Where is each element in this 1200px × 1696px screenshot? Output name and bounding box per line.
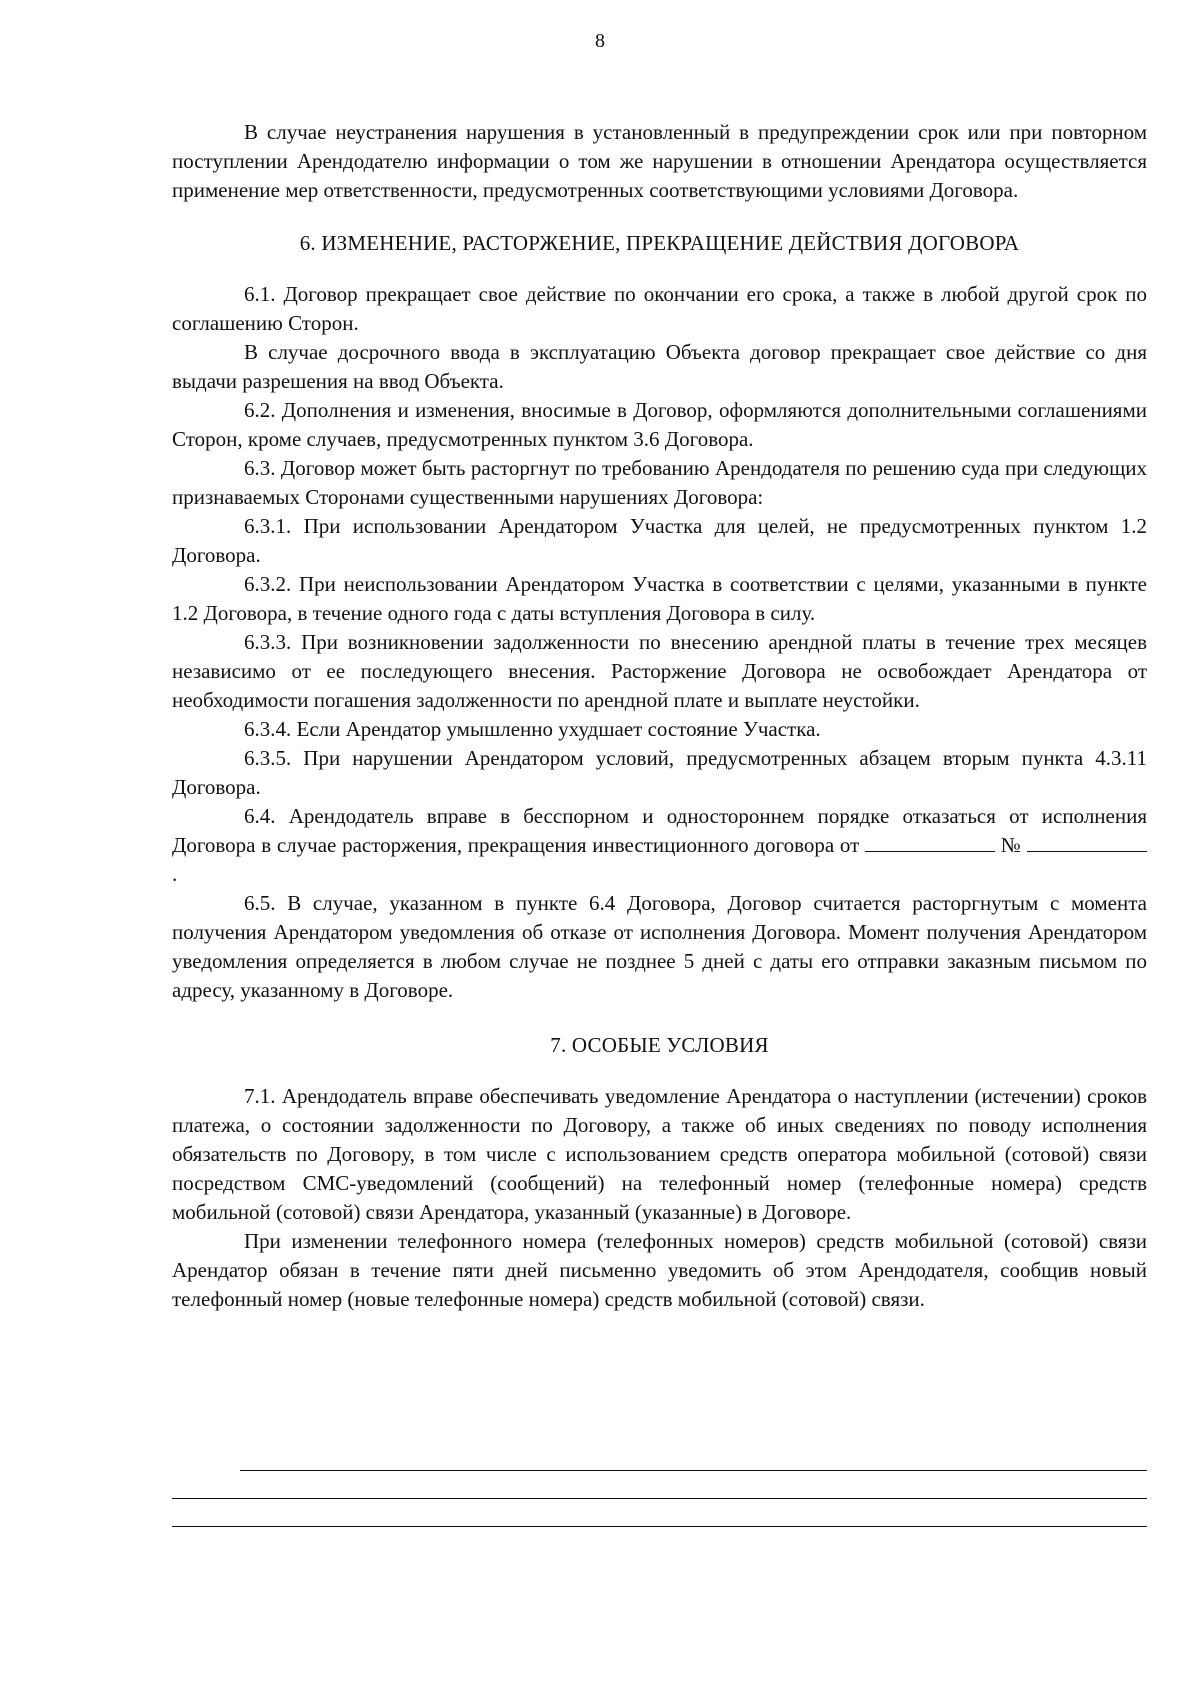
blank-line bbox=[172, 1526, 1147, 1527]
clause-6-4-text: 6.4. Арендодатель вправе в бесспорном и одностороннем порядке отказаться от исполнения Договора в случае расторжения, прекращения инвестиционного договора от bbox=[172, 804, 1147, 857]
page-number: 8 bbox=[595, 30, 605, 52]
blank-line bbox=[172, 1498, 1147, 1499]
clause-6-3: 6.3. Договор может быть расторгнут по требованию Арендодателя по решению суда при следующих признаваемых Сторонами существенными нарушениях Договора: bbox=[172, 456, 1147, 509]
clause-6-3-1: 6.3.1. При использовании Арендатором Участка для целей, не предусмотренных пунктом 1.2 Договора. bbox=[172, 514, 1147, 567]
clause-6-3-5: 6.3.5. При нарушении Арендатором условий, предусмотренных абзацем вторым пункта 4.3.11 Договора. bbox=[172, 746, 1147, 799]
intro-paragraph: В случае неустранения нарушения в установленный в предупреждении срок или при повторном поступлении Арендодателю информации о том же нарушении в отношении Арендатора осуществляется применение мер ответственности, предусмотренных соответствующими условиями Договора. bbox=[172, 120, 1147, 202]
clause-7-1-phone-change: При изменении телефонного номера (телефонных номеров) средств мобильной (сотовой) связи Арендатор обязан в течение пяти дней письменно уведомить об этом Арендодателя, сообщив новый телефонный номер (новые телефонные номера) средств мобильной (сотовой) связи. bbox=[172, 1229, 1147, 1311]
clause-6-3-4: 6.3.4. Если Арендатор умышленно ухудшает состояние Участка. bbox=[244, 717, 821, 741]
blank-lines bbox=[172, 1470, 1147, 1527]
clause-6-3-3: 6.3.3. При возникновении задолженности по внесению арендной платы в течение трех месяцев независимо от ее последующего внесения. Расторжение Договора не освобождает Арендатора от необходимости погашения задолженности по арендной плате и выплате неустойки. bbox=[172, 630, 1147, 712]
blank-line bbox=[240, 1470, 1147, 1471]
clause-6-4 bbox=[172, 802, 1147, 889]
clause-6-1-early-termination: В случае досрочного ввода в эксплуатацию Объекта договор прекращает свое действие со дня выдачи разрешения на ввод Объекта. bbox=[172, 340, 1147, 393]
clause-6-4-end: . bbox=[172, 862, 178, 886]
clause-6-3-2: 6.3.2. При неиспользовании Арендатором Участка в соответствии с целями, указанными в пункте 1.2 Договора, в течение одного года с даты вступления Договора в силу. bbox=[172, 572, 1147, 625]
clause-6-2: 6.2. Дополнения и изменения, вносимые в Договор, оформляются дополнительными соглашениями Сторон, кроме случаев, предусмотренных пунктом 3.6 Договора. bbox=[172, 398, 1147, 451]
date-blank bbox=[865, 831, 995, 852]
number-blank bbox=[1027, 831, 1147, 852]
section-6-heading: 6. ИЗМЕНЕНИЕ, РАСТОРЖЕНИЕ, ПРЕКРАЩЕНИЕ ДЕЙСТВИЯ ДОГОВОРА bbox=[299, 231, 1020, 255]
clause-6-5: 6.5. В случае, указанном в пункте 6.4 Договора, Договор считается расторгнутым с момента получения Арендатором уведомления об отказе от исполнения Договора. Момент получения Арендатором уведомления определяется в любом случае не позднее 5 дней с даты его отправки заказным письмом по адресу, указанному в Договоре. bbox=[172, 891, 1147, 1002]
clause-7-1: 7.1. Арендодатель вправе обеспечивать уведомление Арендатора о наступлении (истечении) сроков платежа, о состоянии задолженности по Договору, а также об иных сведениях по поводу исполнения обязательств по Договору, в том числе с использованием средств оператора мобильной (сотовой) связи посредством СМС-уведомлений (сообщений) на телефонный номер (телефонные номера) средств мобильной (сотовой) связи Арендатора, указанный (указанные) в Договоре. bbox=[172, 1084, 1147, 1224]
clause-6-1: 6.1. Договор прекращает свое действие по окончании его срока, а также в любой другой срок по соглашению Сторон. bbox=[172, 282, 1147, 335]
document-body bbox=[172, 118, 1147, 1314]
number-sign: № bbox=[1000, 833, 1022, 857]
section-7-heading: 7. ОСОБЫЕ УСЛОВИЯ bbox=[550, 1033, 769, 1057]
